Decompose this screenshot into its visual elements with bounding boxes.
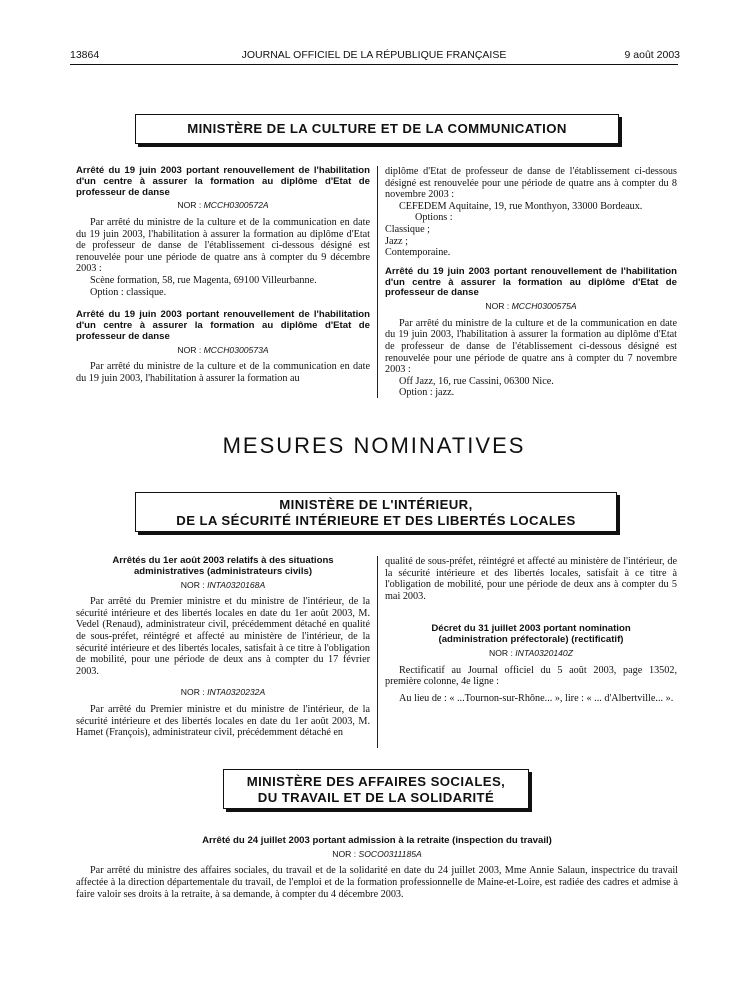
ministry-interieur-line1: MINISTÈRE DE L'INTÉRIEUR, bbox=[279, 497, 473, 512]
option-3: Option : jazz. bbox=[399, 387, 455, 399]
arretes-title-line2: administratives (administrateurs civils) bbox=[133, 565, 313, 577]
decret-title-line1: Décret du 31 juillet 2003 portant nomination bbox=[431, 623, 631, 635]
journal-title: JOURNAL OFFICIEL DE LA RÉPUBLIQUE FRANÇAISE bbox=[241, 49, 507, 61]
rectificatif-correction: Au lieu de : « ...Tournon-sur-Rhône... », lire : « ... d'Albertville... ». bbox=[399, 692, 674, 704]
nor-6: NOR : INTA0320140Z bbox=[489, 647, 573, 658]
header-rule bbox=[70, 64, 678, 65]
culture-right-column bbox=[385, 166, 677, 399]
column-divider-2 bbox=[377, 556, 378, 748]
arrete-title-3: Arrêté du 19 juin 2003 portant renouvellement de l'habilitation d'un centre à assurer la formation au diplôme d'Etat de professeur de danse bbox=[385, 265, 677, 299]
arrete-body-1: Par arrêté du ministre de la culture et de la communication en date du 19 juin 2003, l'habilitation à assurer la formation au diplôme d'Etat de professeur de danse de l'établissement ci-dessous désigné est renouvelée pour une période de quatre ans à compter du 9 décembre 2003 : bbox=[76, 216, 370, 275]
establishment-1: Scène formation, 58, rue Magenta, 69100 Villeurbanne. bbox=[90, 274, 317, 286]
ministry-interieur-line2: DE LA SÉCURITÉ INTÉRIEURE ET DES LIBERTÉS LOCALES bbox=[176, 513, 576, 528]
rectificatif-body: Rectificatif au Journal officiel du 5 août 2003, page 13502, première colonne, 4e ligne : bbox=[385, 664, 677, 688]
arrete-title-retraite: Arrêté du 24 juillet 2003 portant admission à la retraite (inspection du travail) bbox=[202, 835, 552, 846]
arrete-body-3: Par arrêté du ministre de la culture et de la communication en date du 19 juin 2003, l'habilitation à assurer la formation au diplôme d'Etat de professeur de danse de l'établissement ci-dessous désigné est renouvelée pour une période de quatre ans à compter du 7 novembre 2003 : bbox=[385, 317, 677, 376]
ministry-culture-title: MINISTÈRE DE LA CULTURE ET DE LA COMMUNICATION bbox=[187, 121, 567, 136]
interieur-right-column bbox=[385, 556, 677, 704]
arrete-body-vedel: Par arrêté du Premier ministre et du ministre de l'intérieur, de la sécurité intérieure et des libertés locales en date du 1er août 2003, M. Vedel (Renaud), administrateur civil, précédemment détaché en qualité de sous-préfet, réintégré et affecté au ministère de l'intérieur, de la sécurité intérieure et des libertés locales, satisfait à ce titre à l'obligation de mobilité, pour une période de deux ans à compter du 17 février 2003. bbox=[76, 596, 370, 677]
nor-4: NOR : INTA0320168A bbox=[180, 579, 266, 590]
ministry-interieur-box bbox=[135, 492, 617, 532]
nor-2: NOR : MCCH0300573A bbox=[177, 344, 269, 355]
issue-date: 9 août 2003 bbox=[624, 49, 680, 61]
ministry-sociales-line2: DU TRAVAIL ET DE LA SOLIDARITÉ bbox=[257, 790, 495, 805]
ministry-sociales-box bbox=[223, 769, 529, 809]
arrete-body-2-cont: diplôme d'Etat de professeur de danse de l'établissement ci-dessous désigné est renouvelée pour une période de quatre ans à compter du 8 novembre 2003 : bbox=[385, 166, 677, 201]
culture-left-column bbox=[76, 166, 370, 384]
arrete-title-2: Arrêté du 19 juin 2003 portant renouvellement de l'habilitation d'un centre à assurer la formation au diplôme d'Etat de professeur de danse bbox=[76, 309, 370, 342]
page-number: 13864 bbox=[70, 49, 100, 61]
nor-1: NOR : MCCH0300572A bbox=[177, 200, 269, 211]
options-label-2: Options : bbox=[415, 212, 453, 224]
arretes-title-line1: Arrêtés du 1er août 2003 relatifs à des situations bbox=[112, 555, 334, 566]
ministry-sociales-line1: MINISTÈRE DES AFFAIRES SOCIALES, bbox=[246, 774, 506, 789]
option-1: Option : classique. bbox=[90, 286, 167, 298]
interieur-left-column bbox=[76, 556, 370, 739]
option-classique: Classique ; bbox=[385, 223, 430, 235]
sociales-section bbox=[76, 836, 678, 900]
nor-3: NOR : MCCH0300575A bbox=[485, 301, 577, 312]
arrete-title-1: Arrêté du 19 juin 2003 portant renouvellement de l'habilitation d'un centre à assurer la formation au diplôme d'Etat de professeur de danse bbox=[76, 165, 370, 198]
section-heading-mesures: MESURES NOMINATIVES bbox=[222, 433, 526, 458]
decret-title-line2: (administration préfectorale) (rectificatif) bbox=[438, 634, 624, 646]
nor-5: NOR : INTA0320232A bbox=[180, 687, 266, 698]
ministry-culture-box bbox=[135, 114, 619, 144]
establishment-3: Off Jazz, 16, rue Cassini, 06300 Nice. bbox=[399, 375, 554, 387]
option-jazz: Jazz ; bbox=[385, 235, 408, 247]
establishment-2: CEFEDEM Aquitaine, 19, rue Monthyon, 33000 Bordeaux. bbox=[399, 200, 643, 212]
nor-7: NOR : SOCO0311185A bbox=[332, 848, 422, 859]
arrete-body-hamet-cont: qualité de sous-préfet, réintégré et affecté au ministère de l'intérieur, de la sécurité intérieure et des libertés locales, satisfait à ce titre à l'obligation de mobilité, pour une période de deux ans à compter du 5 mai 2003. bbox=[385, 556, 677, 602]
arrete-body-hamet-start: Par arrêté du Premier ministre et du ministre de l'intérieur, de la sécurité intérieure et des libertés locales en date du 1er août 2003, M. Hamet (François), administrateur civil, précédemment détaché en bbox=[76, 703, 370, 739]
arrete-body-retraite: Par arrêté du ministre des affaires sociales, du travail et de la solidarité en date du 24 juillet 2003, Mme Annie Salaun, inspectrice du travail affectée à la direction départementale du travail, de l'emploi et de la formation professionnelle de Maine-et-Loire, est radiée des cadres et admise à faire valoir ses droits à la retraite, à sa demande, à compter du 4 décembre 2003. bbox=[76, 865, 678, 900]
arrete-body-2-start: Par arrêté du ministre de la culture et de la communication en date du 19 juin 2003, l'habilitation à assurer la formation au bbox=[76, 361, 370, 384]
option-contemporaine: Contemporaine. bbox=[385, 247, 451, 259]
column-divider bbox=[377, 166, 378, 398]
